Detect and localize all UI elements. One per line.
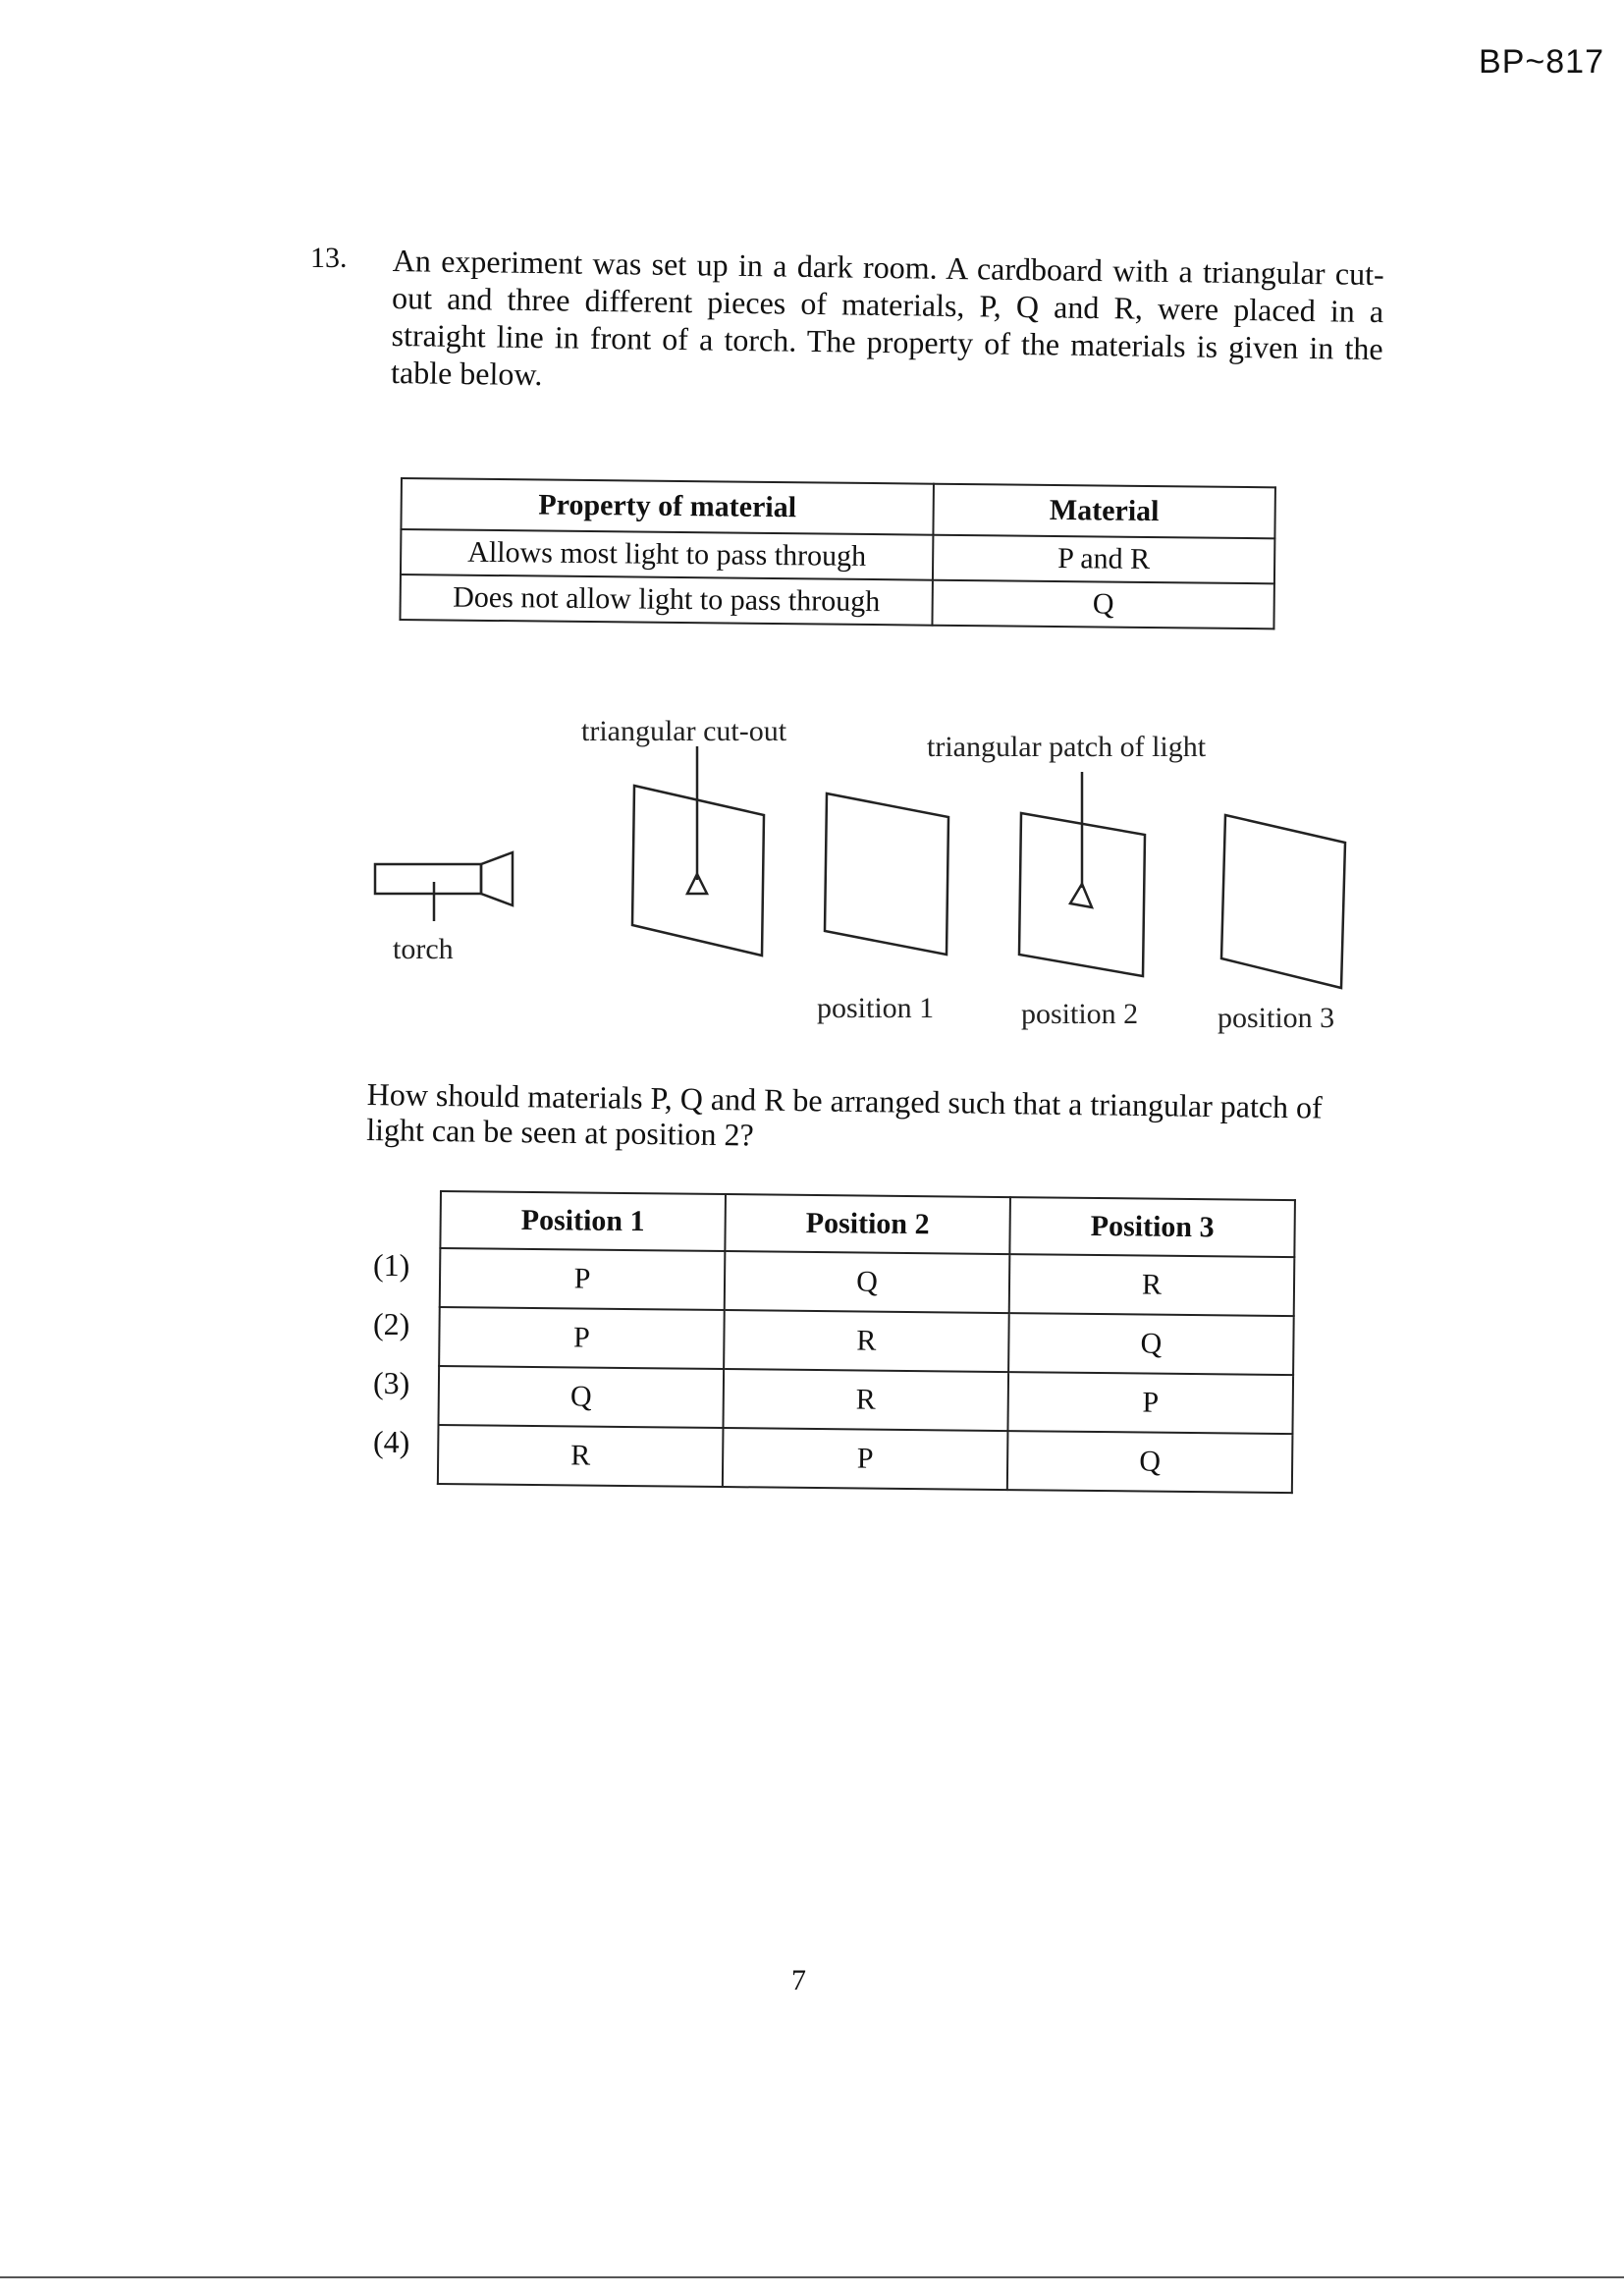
property-table: [399, 477, 1275, 629]
table-cell: R: [1009, 1254, 1295, 1316]
position-3-label: position 3: [1218, 1002, 1335, 1034]
torch-label: torch: [393, 933, 454, 965]
table-cell: Q: [932, 580, 1273, 629]
table-cell: R: [723, 1369, 1008, 1431]
table-header: Position 1: [440, 1191, 726, 1251]
cardboard-cutout: [632, 746, 764, 956]
table-header: Material: [933, 484, 1275, 539]
question-prompt: How should materials P, Q and R be arranged such that a triangular patch of light can be seen at position 2?: [365, 1076, 1323, 1153]
table-cell: R: [438, 1425, 724, 1487]
table-cell: Does not allow light to pass through: [400, 574, 932, 626]
option-label: (4): [373, 1424, 410, 1459]
table-cell: Q: [1008, 1313, 1294, 1375]
patch-label: triangular patch of light: [927, 731, 1207, 763]
document-code: BP~817: [1479, 43, 1604, 81]
table-header-row: [401, 478, 1274, 538]
question-text: An experiment was set up in a dark room. A cardboard with a triangular cut-out and three different pieces of materials, P, Q and R, were placed in a straight line in front of a torch. The property of the materials is given in the table below.: [390, 242, 1384, 393]
cutout-label: triangular cut-out: [581, 715, 787, 747]
question-number: 13.: [310, 242, 348, 274]
table-cell: Allows most light to pass through: [401, 529, 933, 580]
position-1-screen: [825, 793, 948, 955]
table-header: Position 3: [1009, 1197, 1295, 1257]
options-table: [437, 1190, 1296, 1494]
page-number: 7: [791, 1964, 806, 1996]
table-cell: P: [723, 1428, 1008, 1490]
position-1-label: position 1: [817, 992, 935, 1024]
table-header-row: [440, 1191, 1295, 1257]
experiment-diagram: [353, 707, 1394, 1041]
table-row: [400, 574, 1273, 629]
table-cell: Q: [438, 1366, 724, 1428]
table-cell: P: [439, 1307, 725, 1369]
position-3-screen: [1221, 815, 1345, 988]
option-label: (2): [373, 1306, 410, 1341]
option-label: (3): [373, 1365, 410, 1400]
table-cell: P: [440, 1248, 726, 1310]
table-cell: Q: [1007, 1431, 1293, 1493]
bottom-rule: [0, 2276, 1624, 2278]
position-2-screen: [1019, 772, 1145, 976]
table-header: Property of material: [401, 478, 934, 535]
table-row: [439, 1307, 1294, 1375]
table-cell: P and R: [933, 535, 1274, 584]
table-header: Position 2: [725, 1194, 1010, 1254]
position-2-label: position 2: [1021, 998, 1139, 1030]
table-row: [440, 1248, 1295, 1316]
table-row: [438, 1425, 1293, 1493]
torch-icon: [375, 852, 513, 921]
table-cell: R: [724, 1310, 1009, 1372]
option-label: (1): [373, 1247, 410, 1283]
table-cell: P: [1007, 1372, 1293, 1434]
table-row: [438, 1366, 1293, 1434]
table-cell: Q: [725, 1251, 1010, 1313]
